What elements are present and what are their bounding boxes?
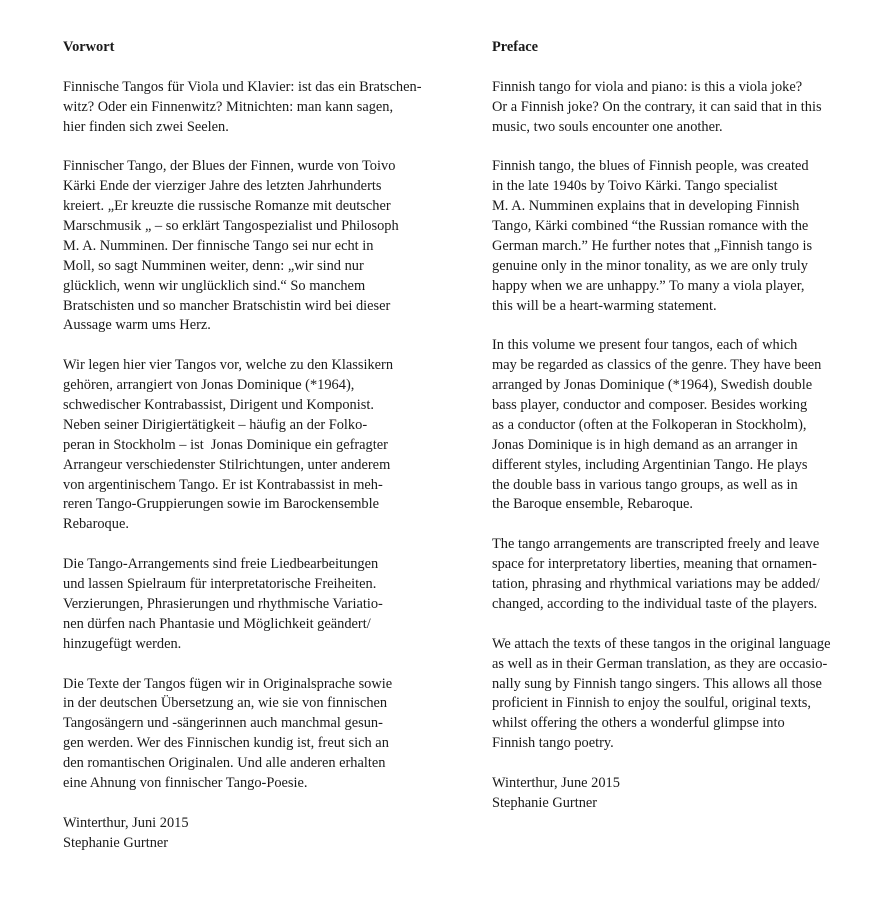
german-text-line: nen dürfen nach Phantasie und Möglichkeit geändert/ — [63, 615, 371, 632]
german-text-line: Tangosängern und -sängerinnen auch manchmal gesun- — [63, 715, 383, 732]
english-place-date: Winterthur, June 2015 — [492, 774, 620, 791]
english-column — [492, 38, 872, 814]
german-text-line: gehören, arrangiert von Jonas Dominique (*1964), — [63, 377, 355, 394]
english-text-line: Or a Finnish joke? On the contrary, it can said that in this — [492, 98, 822, 115]
english-paragraphs — [492, 78, 872, 754]
german-text-line: Kärki Ende der vierziger Jahre des letzten Jahrhunderts — [63, 178, 382, 195]
english-text-line: tation, phrasing and rhythmical variations may be added/ — [492, 576, 820, 593]
english-text-line: the Baroque ensemble, Rebaroque. — [492, 496, 693, 513]
german-text-line: M. A. Numminen. Der finnische Tango sei nur echt in — [63, 237, 374, 254]
english-paragraph — [492, 535, 872, 615]
german-column — [63, 38, 448, 854]
german-text-line: den romantischen Originalen. Und alle anderen erhalten — [63, 755, 386, 772]
german-text-line: hier finden sich zwei Seelen. — [63, 118, 229, 135]
english-text-line: may be regarded as classics of the genre. They have been — [492, 357, 822, 374]
english-text-line: Jonas Dominique is in high demand as an arranger in — [492, 436, 798, 453]
english-text-line: music, two souls encounter one another. — [492, 118, 723, 135]
german-text-line: witz? Oder ein Finnenwitz? Mitnichten: man kann sagen, — [63, 98, 394, 115]
german-paragraph — [63, 356, 448, 535]
german-text-line: Verzierungen, Phrasierungen und rhythmische Variatio- — [63, 595, 383, 612]
german-text-line: Finnische Tangos für Viola und Klavier: ist das ein Bratschen- — [63, 78, 422, 95]
english-text-line: arranged by Jonas Dominique (*1964), Swedish double — [492, 377, 813, 394]
english-text-line: as a conductor (often at the Folkoperan in Stockholm), — [492, 416, 807, 433]
german-text-line: Wir legen hier vier Tangos vor, welche zu den Klassikern — [63, 357, 394, 374]
german-text-line: Die Texte der Tangos fügen wir in Originalsprache sowie — [63, 675, 393, 692]
english-text-line: as well as in their German translation, as they are occasio- — [492, 655, 828, 672]
german-paragraph — [63, 78, 448, 138]
english-text-line: Tango, Kärki combined “the Russian romance with the — [492, 218, 809, 235]
german-text-line: Die Tango-Arrangements sind freie Liedbearbeitungen — [63, 556, 379, 573]
german-paragraphs — [63, 78, 448, 794]
english-text-line: German march.” He further notes that „Finnish tango is — [492, 237, 813, 254]
german-text-line: in der deutschen Übersetzung an, wie sie von finnischen — [63, 695, 388, 712]
english-text-line: Finnish tango for viola and piano: is this a viola joke? — [492, 78, 803, 95]
german-heading: Vorwort — [63, 39, 115, 55]
english-text-line: whilst offering the others a wonderful glimpse into — [492, 715, 785, 732]
german-place-date: Winterthur, Juni 2015 — [63, 814, 189, 831]
english-text-line: M. A. Numminen explains that in developing Finnish — [492, 198, 800, 215]
english-text-line: Finnish tango, the blues of Finnish people, was created — [492, 158, 809, 175]
german-text-line: Neben seiner Dirigiertätigkeit – häufig an der Folko- — [63, 416, 368, 433]
german-paragraph — [63, 555, 448, 654]
english-paragraph — [492, 78, 872, 138]
german-text-line: reren Tango-Gruppierungen sowie im Barockensemble — [63, 496, 380, 513]
english-text-line: We attach the texts of these tangos in the original language — [492, 635, 831, 652]
english-text-line: changed, according to the individual taste of the players. — [492, 595, 818, 612]
german-text-line: hinzugefügt werden. — [63, 635, 182, 652]
english-text-line: The tango arrangements are transcripted freely and leave — [492, 536, 820, 553]
english-paragraph — [492, 336, 872, 515]
english-text-line: Finnish tango poetry. — [492, 735, 614, 752]
german-text-line: Finnischer Tango, der Blues der Finnen, wurde von Toivo — [63, 158, 396, 175]
english-paragraph — [492, 157, 872, 316]
english-text-line: nally sung by Finnish tango singers. This allows all those — [492, 675, 822, 692]
english-text-line: this will be a heart-warming statement. — [492, 297, 717, 314]
english-text-line: in the late 1940s by Toivo Kärki. Tango specialist — [492, 178, 778, 195]
english-heading: Preface — [492, 39, 539, 55]
english-signature — [492, 774, 872, 814]
german-text-line: gen werden. Wer des Finnischen kundig ist, freut sich an — [63, 735, 389, 752]
german-text-line: peran in Stockholm – ist Jonas Dominique ein gefragter — [63, 436, 388, 453]
german-author: Stephanie Gurtner — [63, 834, 169, 851]
german-text-line: schwedischer Kontrabassist, Dirigent und Komponist. — [63, 397, 374, 414]
english-author: Stephanie Gurtner — [492, 794, 598, 811]
english-text-line: genuine only in the minor tonality, as we are only truly — [492, 257, 808, 274]
german-text-line: Marschmusik „ – so erklärt Tangospezialist und Philosoph — [63, 218, 399, 235]
english-text-line: different styles, including Argentinian Tango. He plays — [492, 456, 808, 473]
german-text-line: Arrangeur verschiedenster Stilrichtungen, unter anderem — [63, 456, 391, 473]
english-text-line: space for interpretatory liberties, meaning that ornamen- — [492, 556, 817, 573]
german-text-line: kreiert. „Er kreuzte die russische Romanze mit deutscher — [63, 198, 391, 215]
english-text-line: the double bass in various tango groups, as well as in — [492, 476, 798, 493]
german-text-line: Rebaroque. — [63, 516, 129, 533]
english-text-line: In this volume we present four tangos, each of which — [492, 337, 798, 354]
german-paragraph — [63, 675, 448, 794]
german-text-line: Bratschisten und so mancher Bratschistin wird bei dieser — [63, 297, 391, 314]
english-paragraph — [492, 635, 872, 754]
english-text-line: happy when we are unhappy.” To many a viola player, — [492, 277, 805, 294]
german-signature — [63, 814, 448, 854]
german-paragraph — [63, 157, 448, 336]
german-text-line: Moll, so sagt Numminen weiter, denn: „wir sind nur — [63, 257, 364, 274]
english-text-line: proficient in Finnish to enjoy the soulful, original texts, — [492, 695, 811, 712]
german-text-line: glücklich, wenn wir unglücklich sind.“ So manchem — [63, 277, 366, 294]
german-text-line: Aussage warm ums Herz. — [63, 317, 211, 334]
german-text-line: eine Ahnung von finnischer Tango-Poesie. — [63, 774, 308, 791]
german-text-line: von argentinischem Tango. Er ist Kontrabassist in meh- — [63, 476, 383, 493]
english-text-line: bass player, conductor and composer. Besides working — [492, 397, 808, 414]
german-text-line: und lassen Spielraum für interpretatorische Freiheiten. — [63, 576, 377, 593]
